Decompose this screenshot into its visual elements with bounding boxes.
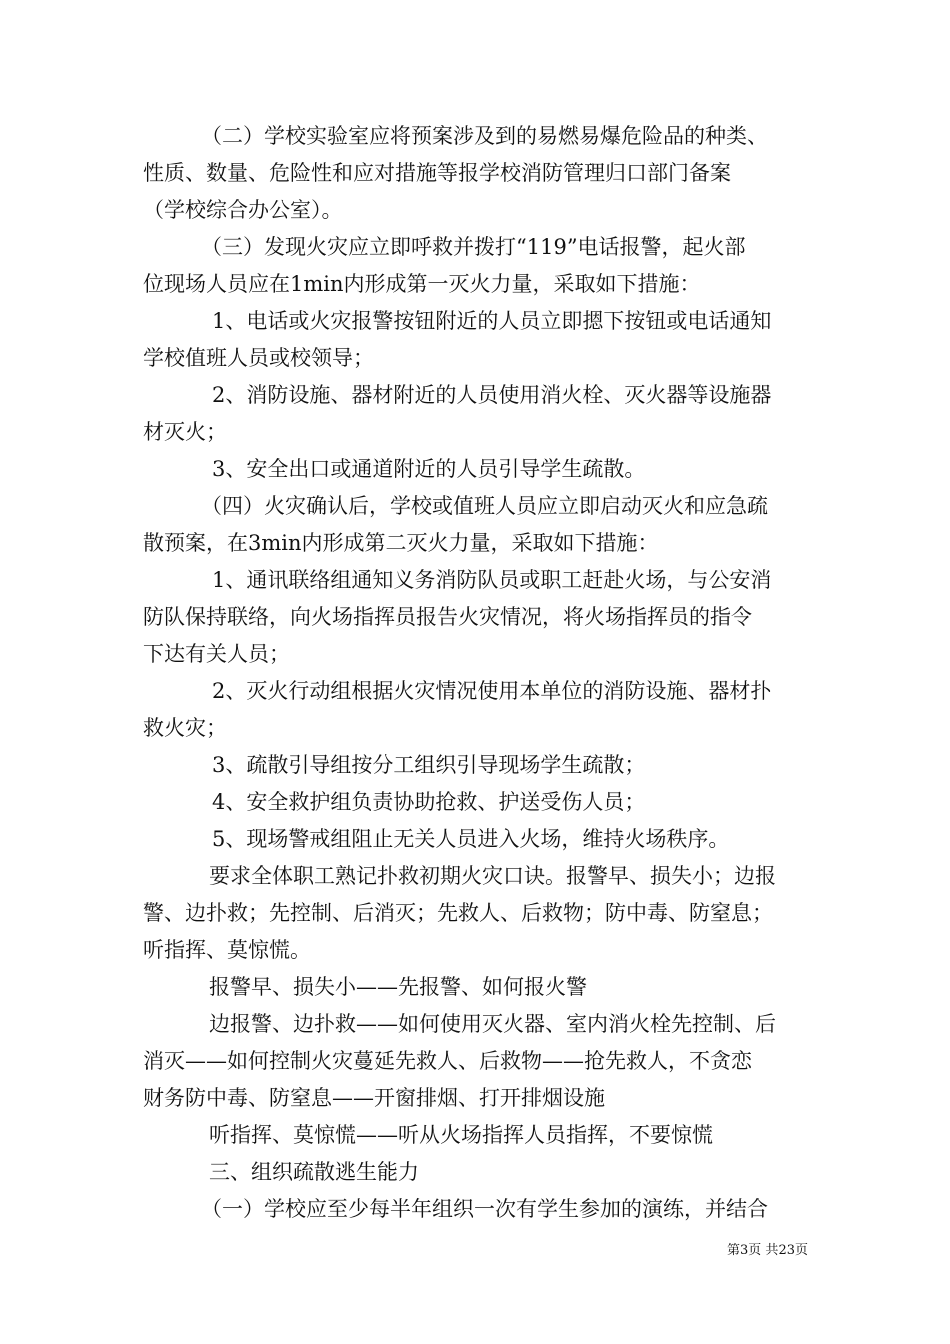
paragraph-line: 4、安全救护组负责协助抢救、护送受伤人员； xyxy=(212,790,646,814)
paragraph-line: （二）学校实验室应将预案涉及到的易燃易爆危险品的种类、 xyxy=(201,124,768,148)
paragraph-line: （四）火灾确认后，学校或值班人员应立即启动灭火和应急疏 xyxy=(201,494,768,518)
footer-suffix: 页 xyxy=(794,1243,808,1258)
paragraph-line: 散预案，在3min内形成第二灭火力量，采取如下措施： xyxy=(143,531,659,555)
current-page-number: 3 xyxy=(740,1243,749,1258)
paragraph-line: 财务防中毒、防窒息——开窗排烟、打开排烟设施 xyxy=(143,1086,605,1110)
footer-middle: 页 共 xyxy=(748,1243,779,1258)
paragraph-line: 听指挥、莫惊慌——听从火场指挥人员指挥，不要惊慌 xyxy=(209,1123,713,1147)
paragraph-line: 下达有关人员； xyxy=(143,642,290,666)
total-page-count: 23 xyxy=(778,1243,795,1258)
paragraph-line: 救火灾； xyxy=(143,716,227,740)
paragraph-line: 材灭火； xyxy=(143,420,227,444)
paragraph-line: 2、消防设施、器材附近的人员使用消火栓、灭火器等设施器 xyxy=(212,383,772,407)
paragraph-line: 防队保持联络，向火场指挥员报告火灾情况，将火场指挥员的指令 xyxy=(143,605,752,629)
paragraph-line: 要求全体职工熟记扑救初期火灾口诀。报警早、损失小；边报 xyxy=(209,864,776,888)
paragraph-line: 学校值班人员或校领导； xyxy=(143,346,374,370)
paragraph-line: 1、电话或火灾报警按钮附近的人员立即摁下按钮或电话通知 xyxy=(212,309,772,333)
paragraph-line: 报警早、损失小——先报警、如何报火警 xyxy=(209,975,587,999)
paragraph-line: 1、通讯联络组通知义务消防队员或职工赶赴火场，与公安消 xyxy=(212,568,772,592)
paragraph-line: 3、疏散引导组按分工组织引导现场学生疏散； xyxy=(212,753,646,777)
paragraph-line: 2、灭火行动组根据火灾情况使用本单位的消防设施、器材扑 xyxy=(212,679,772,703)
paragraph-line: 三、组织疏散逃生能力 xyxy=(209,1160,419,1184)
paragraph-line: （学校综合办公室）。 xyxy=(143,198,343,222)
footer-prefix: 第 xyxy=(727,1243,741,1258)
paragraph-line: 听指挥、莫惊慌。 xyxy=(143,938,311,962)
body-text xyxy=(143,118,809,1228)
paragraph-line: （三）发现火灾应立即呼救并拨打“119”电话报警，起火部 xyxy=(201,235,746,259)
paragraph-line: 警、边扑救；先控制、后消灭；先救人、后救物；防中毒、防窒息； xyxy=(143,901,773,925)
paragraph-line: （一）学校应至少每半年组织一次有学生参加的演练，并结合 xyxy=(201,1197,768,1221)
page-number-footer xyxy=(727,1243,808,1259)
paragraph-line: 3、安全出口或通道附近的人员引导学生疏散。 xyxy=(212,457,646,481)
paragraph-line: 位现场人员应在1min内形成第一灭火力量，采取如下措施： xyxy=(143,272,701,296)
paragraph-line: 5、现场警戒组阻止无关人员进入火场，维持火场秩序。 xyxy=(212,827,730,851)
paragraph-line: 消灭——如何控制火灾蔓延先救人、后救物——抢先救人，不贪恋 xyxy=(143,1049,752,1073)
paragraph-line: 边报警、边扑救——如何使用灭火器、室内消火栓先控制、后 xyxy=(209,1012,776,1036)
paragraph-line: 性质、数量、危险性和应对措施等报学校消防管理归口部门备案 xyxy=(143,161,731,185)
